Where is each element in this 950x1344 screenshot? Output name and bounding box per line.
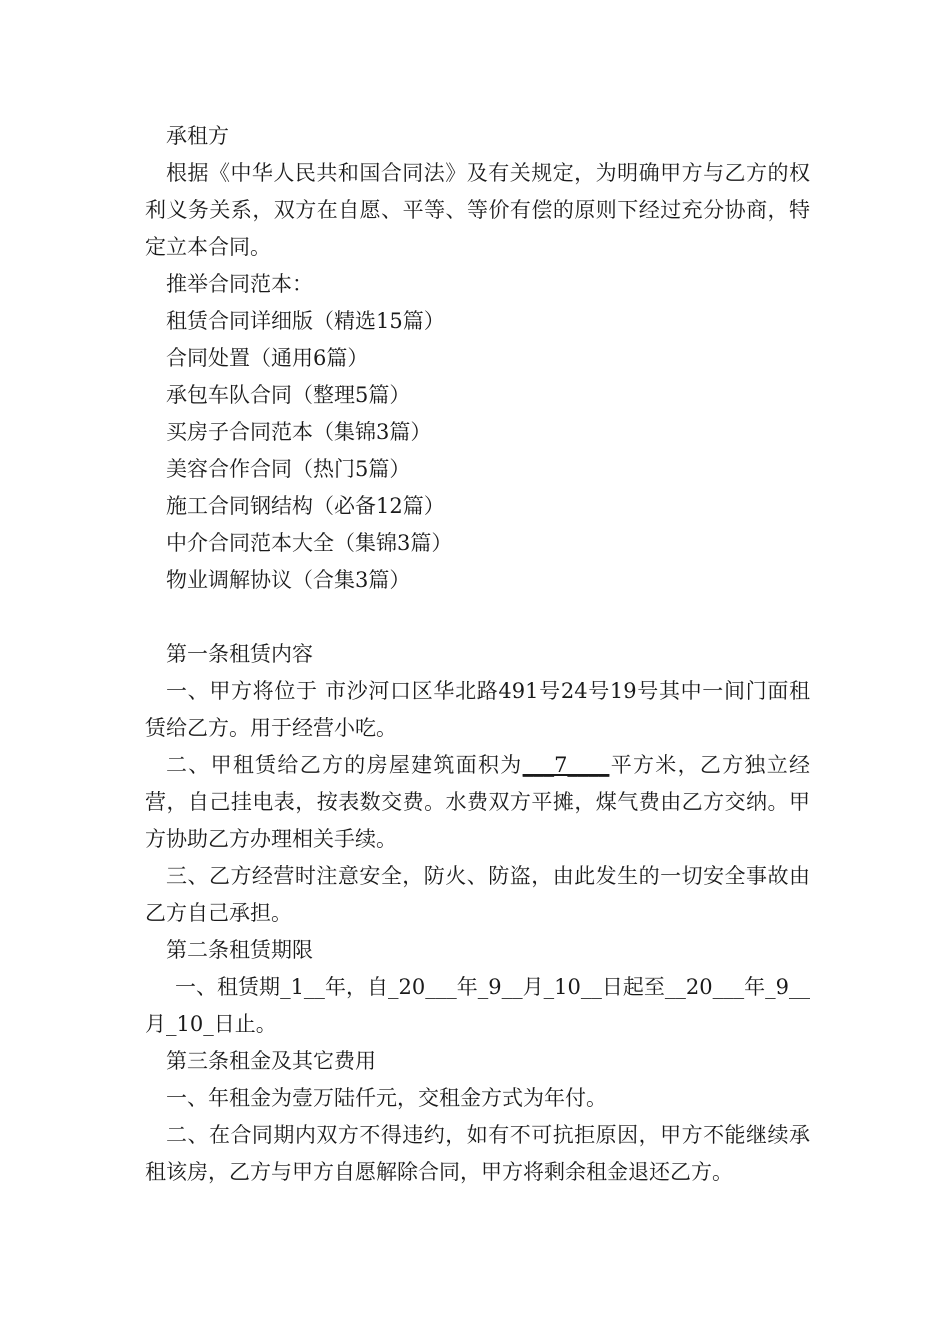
article-1-clause-2: [145, 747, 810, 858]
recommend-link[interactable]: 美容合作合同（热门5篇）: [166, 457, 411, 481]
article-1-title: 第一条租赁内容: [166, 642, 313, 666]
recommend-link[interactable]: 施工合同钢结构（必备12篇）: [166, 494, 445, 518]
recommend-link[interactable]: 承包车队合同（整理5篇）: [166, 383, 411, 407]
recommend-link[interactable]: 买房子合同范本（集锦3篇）: [166, 420, 432, 444]
article-2-clause-1: 一、租赁期_1__年，自_20___年_9__月_10__日起至__20___年_9__月_10_日止。: [145, 975, 810, 1036]
recommend-list: [145, 303, 810, 599]
recommend-link[interactable]: 合同处置（通用6篇）: [166, 346, 369, 370]
recommend-link[interactable]: 物业调解协议（合集3篇）: [166, 568, 411, 592]
area-blank: ___7____: [522, 753, 610, 777]
article-2-title: 第二条租赁期限: [166, 938, 313, 962]
article-1-clause-3: 三、乙方经营时注意安全，防火、防盗，由此发生的一切安全事故由乙方自己承担。: [145, 864, 810, 925]
article-1-clause-1: 一、甲方将位于 市沙河口区华北路491号24号19号其中一间门面租赁给乙方。用于经营小吃。: [145, 679, 810, 740]
recommend-link[interactable]: 租赁合同详细版（精选15篇）: [166, 309, 445, 333]
contract-document: [145, 118, 810, 1191]
article-3-title: 第三条租金及其它费用: [166, 1049, 376, 1073]
recommend-link[interactable]: 中介合同范本大全（集锦3篇）: [166, 531, 453, 555]
article-3-clause-2: 二、在合同期内双方不得违约，如有不可抗拒原因，甲方不能继续承租该房，乙方与甲方自愿解除合同，甲方将剩余租金退还乙方。: [145, 1123, 810, 1184]
article-3-clause-1: 一、年租金为壹万陆仟元，交租金方式为年付。: [166, 1086, 607, 1110]
clause-text: 二、甲租赁给乙方的房屋建筑面积为: [166, 753, 523, 777]
party-label: 承租方: [166, 124, 229, 148]
spacer: [145, 599, 810, 636]
recommend-title: 推举合同范本：: [166, 272, 313, 296]
clause-text: 平方米，乙方独立经营，自己挂电表，按表数交费。水费双方平摊，煤气费由乙方交纳。甲方协助乙方办理相关手续。: [145, 753, 811, 851]
intro-paragraph: 根据《中华人民共和国合同法》及有关规定，为明确甲方与乙方的权利义务关系，双方在自愿、平等、等价有偿的原则下经过充分协商，特定立本合同。: [145, 161, 810, 259]
